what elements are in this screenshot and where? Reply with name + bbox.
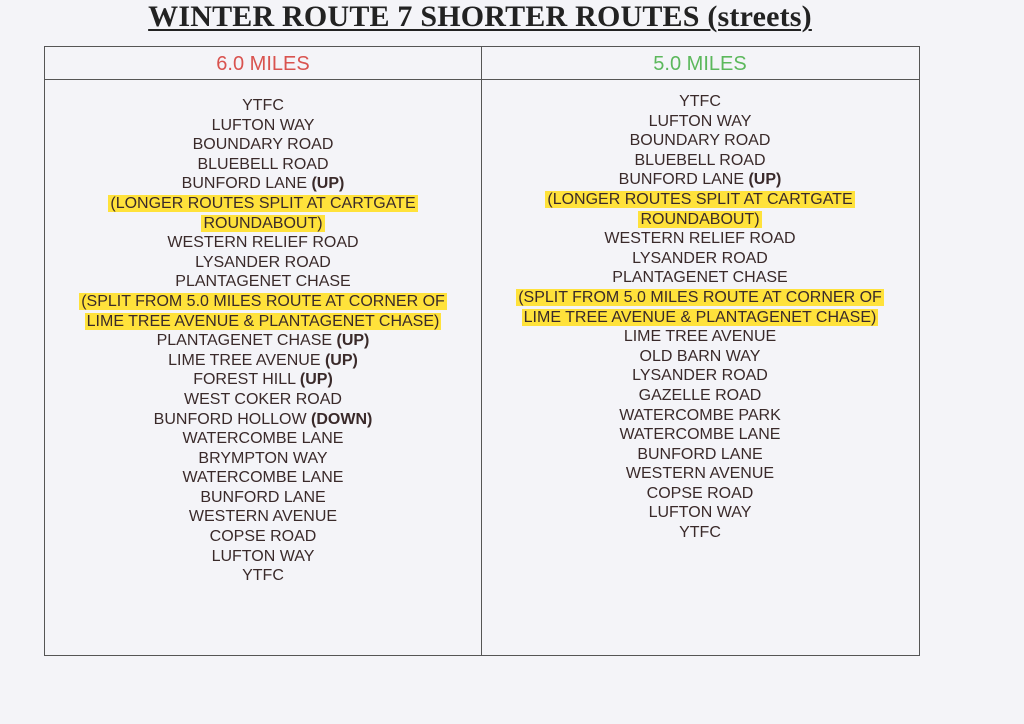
street-item [481, 249, 919, 269]
highlighted-note: (LONGER ROUTES SPLIT AT CARTGATE ROUNDABOUT) [547, 190, 853, 228]
page-title-text: WINTER ROUTE 7 SHORTER ROUTES (streets) [148, 0, 812, 33]
street-item [481, 386, 919, 406]
street-item [481, 445, 919, 465]
street-item [45, 135, 481, 155]
street-item [63, 194, 463, 233]
page-title [0, 0, 960, 34]
street-name: BRYMPTON WAY [198, 449, 328, 467]
street-name: YTFC [679, 524, 721, 542]
street-name: COPSE ROAD [209, 528, 317, 546]
direction-label: (DOWN) [311, 410, 373, 428]
street-name: GAZELLE ROAD [638, 386, 762, 404]
street-item [481, 170, 919, 190]
street-list-6-miles [45, 96, 481, 586]
street-name: BLUEBELL ROAD [634, 151, 766, 169]
street-name: WATERCOMBE PARK [619, 406, 781, 424]
street-item [45, 527, 481, 547]
street-name: LUFTON WAY [648, 504, 752, 522]
street-item [481, 523, 919, 543]
street-item [45, 449, 481, 469]
street-item [481, 366, 919, 386]
street-item [45, 174, 481, 194]
street-item [45, 155, 481, 175]
street-name: LUFTON WAY [648, 112, 752, 130]
street-item [45, 351, 481, 371]
street-name: BUNFORD LANE [181, 175, 312, 193]
street-name: WESTERN RELIEF ROAD [604, 230, 796, 248]
street-item [45, 390, 481, 410]
street-item [45, 507, 481, 527]
direction-label: (UP) [336, 332, 370, 350]
highlighted-note: (SPLIT FROM 5.0 MILES ROUTE AT CORNER OF LIME TREE AVENUE & PLANTAGENET CHASE) [518, 288, 882, 326]
street-name: WATERCOMBE LANE [619, 426, 781, 444]
street-name: BUNFORD LANE [200, 488, 326, 506]
street-name: WESTERN AVENUE [625, 465, 775, 483]
street-item [481, 464, 919, 484]
street-name: BUNFORD HOLLOW [153, 410, 312, 428]
street-name: BUNFORD LANE [618, 171, 749, 189]
street-item [45, 331, 481, 351]
street-item [45, 370, 481, 390]
street-name: WESTERN AVENUE [188, 508, 338, 526]
route-column-6-miles [45, 47, 482, 655]
street-name: BUNFORD LANE [637, 445, 763, 463]
column-heading-5-miles: 5.0 MILES [481, 47, 919, 80]
direction-label: (UP) [299, 371, 333, 389]
street-item [45, 429, 481, 449]
street-item [481, 503, 919, 523]
street-name: YTFC [242, 567, 284, 585]
street-item [500, 288, 900, 327]
street-name: YTFC [679, 93, 721, 110]
street-name: BOUNDARY ROAD [629, 132, 771, 150]
street-item [500, 190, 900, 229]
street-item [45, 566, 481, 586]
street-name: LYSANDER ROAD [195, 253, 331, 271]
street-name: LUFTON WAY [211, 547, 315, 565]
column-heading-6-miles: 6.0 MILES [45, 47, 481, 80]
street-name: WESTERN RELIEF ROAD [167, 234, 359, 252]
street-name: LIME TREE AVENUE [623, 328, 777, 346]
street-name: WATERCOMBE LANE [182, 469, 344, 487]
street-item [63, 292, 463, 331]
street-name: LYSANDER ROAD [632, 249, 768, 267]
street-item [45, 96, 481, 116]
street-item [481, 425, 919, 445]
street-name: LIME TREE AVENUE [168, 351, 325, 369]
street-item [45, 272, 481, 292]
direction-label: (UP) [311, 175, 345, 193]
street-name: FOREST HILL [193, 371, 300, 389]
street-name: LUFTON WAY [211, 116, 315, 134]
street-item [481, 406, 919, 426]
street-name: BLUEBELL ROAD [197, 155, 329, 173]
street-item [481, 112, 919, 132]
street-name: LYSANDER ROAD [632, 367, 768, 385]
street-name: PLANTAGENET CHASE [612, 269, 788, 287]
street-name: YTFC [242, 97, 284, 114]
highlighted-note: (LONGER ROUTES SPLIT AT CARTGATE ROUNDABOUT) [110, 194, 416, 232]
street-item [481, 229, 919, 249]
street-name: PLANTAGENET CHASE [175, 273, 351, 291]
street-name: WEST COKER ROAD [184, 390, 342, 408]
street-item [45, 468, 481, 488]
direction-label: (UP) [748, 171, 782, 189]
direction-label: (UP) [324, 351, 358, 369]
street-item [481, 151, 919, 171]
street-item [45, 547, 481, 567]
street-item [481, 131, 919, 151]
street-item [45, 116, 481, 136]
street-list-5-miles [481, 92, 919, 543]
highlighted-note: (SPLIT FROM 5.0 MILES ROUTE AT CORNER OF LIME TREE AVENUE & PLANTAGENET CHASE) [81, 292, 445, 330]
street-name: BOUNDARY ROAD [192, 136, 334, 154]
street-item [45, 253, 481, 273]
routes-table [44, 46, 920, 656]
street-item [481, 92, 919, 112]
street-name: WATERCOMBE LANE [182, 430, 344, 448]
street-item [481, 484, 919, 504]
route-column-5-miles [481, 47, 919, 655]
street-item [481, 268, 919, 288]
street-item [45, 410, 481, 430]
street-item [481, 347, 919, 367]
street-item [45, 233, 481, 253]
street-name: COPSE ROAD [646, 484, 754, 502]
street-name: PLANTAGENET CHASE [156, 332, 337, 350]
street-item [481, 327, 919, 347]
street-item [45, 488, 481, 508]
street-name: OLD BARN WAY [639, 347, 761, 365]
